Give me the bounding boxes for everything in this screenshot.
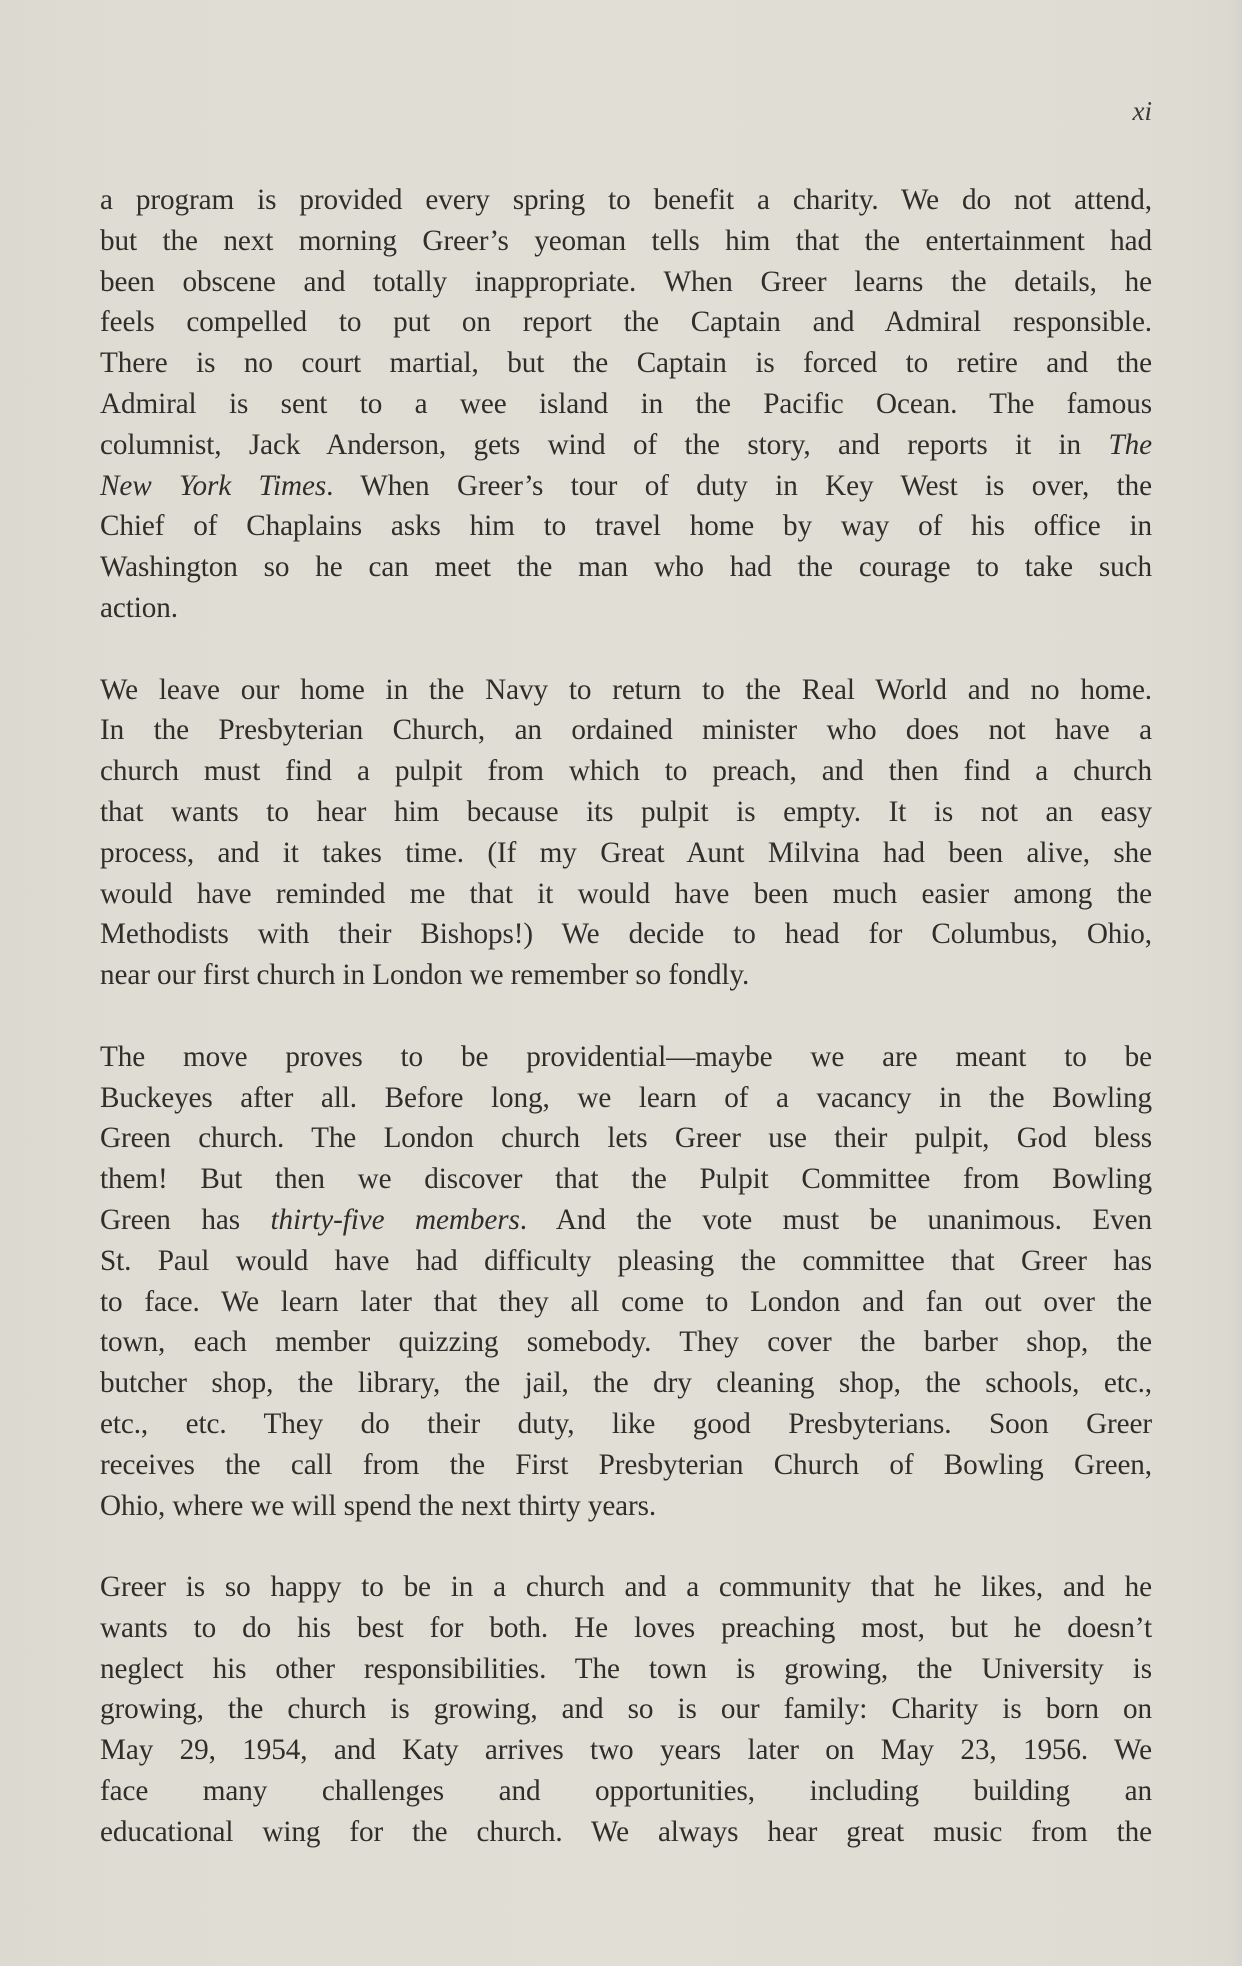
paragraph — [100, 1037, 1152, 1527]
text-run: columnist, Jack Anderson, gets wind of the story, and reports it in — [100, 428, 1109, 461]
text-line: Green church. The London church lets Greer use their pulpit, God bless — [100, 1122, 1152, 1155]
text-line — [100, 1200, 1152, 1241]
text-line: There is no court martial, but the Captain is forced to retire and the — [100, 347, 1152, 380]
text-line: that wants to hear him because its pulpit is empty. It is not an easy — [100, 795, 1152, 828]
text-line: Buckeyes after all. Before long, we learn of a vacancy in the Bowling — [100, 1081, 1152, 1114]
text-line: We leave our home in the Navy to return to the Real World and no home. — [100, 673, 1152, 706]
paragraph — [100, 670, 1152, 996]
text-line: receives the call from the First Presbyterian Church of Bowling Green, — [100, 1448, 1152, 1481]
italic-title: New York Times — [100, 469, 327, 502]
text-line — [100, 466, 1152, 507]
text-line: action. — [100, 591, 178, 624]
text-line: a program is provided every spring to benefit a charity. We do not attend, — [100, 184, 1152, 216]
italic-title: thirty-five members — [270, 1203, 520, 1236]
text-line: etc., etc. They do their duty, like good Presbyterians. Soon Greer — [100, 1407, 1152, 1440]
page-number: xi — [1132, 96, 1152, 126]
text-line: face many challenges and opportunities, including building an — [100, 1775, 1152, 1808]
text-line: St. Paul would have had difficulty pleasing the committee that Greer has — [100, 1244, 1152, 1277]
text-line: May 29, 1954, and Katy arrives two years later on May 23, 1956. We — [100, 1734, 1152, 1767]
text-line: them! But then we discover that the Pulpit Committee from Bowling — [100, 1163, 1152, 1196]
text-line: would have reminded me that it would have been much easier among the — [100, 877, 1152, 910]
text-line: growing, the church is growing, and so is our family: Charity is born on — [100, 1693, 1152, 1726]
text-line: Admiral is sent to a wee island in the Pacific Ocean. The famous — [100, 387, 1152, 420]
text-line: town, each member quizzing somebody. They cover the barber shop, the — [100, 1326, 1152, 1359]
text-line: Washington so he can meet the man who had the courage to take such — [100, 551, 1152, 584]
text-line: but the next morning Greer’s yeoman tells him that the entertainment had — [100, 224, 1152, 257]
text-line: In the Presbyterian Church, an ordained minister who does not have a — [100, 714, 1152, 747]
text-line: feels compelled to put on report the Captain and Admiral responsible. — [100, 306, 1152, 339]
text-line: wants to do his best for both. He loves preaching most, but he doesn’t — [100, 1611, 1152, 1644]
text-run: Green has — [100, 1203, 271, 1236]
text-line: church must find a pulpit from which to preach, and then find a church — [100, 755, 1152, 788]
text-line — [100, 425, 1152, 466]
text-run: . And the vote must be unanimous. Even — [519, 1203, 1152, 1236]
body-text — [100, 180, 1152, 1893]
paragraph — [100, 1567, 1152, 1853]
text-line: to face. We learn later that they all come to London and fan out over the — [100, 1285, 1152, 1318]
italic-title: The — [1108, 428, 1152, 461]
text-line: near our first church in London we remember so fondly. — [100, 959, 750, 992]
text-line: Greer is so happy to be in a church and a community that he likes, and he — [100, 1571, 1152, 1604]
text-line: Chief of Chaplains asks him to travel home by way of his office in — [100, 510, 1152, 543]
text-line: neglect his other responsibilities. The town is growing, the University is — [100, 1652, 1152, 1685]
paragraph — [100, 180, 1152, 629]
text-line: butcher shop, the library, the jail, the dry cleaning shop, the schools, etc., — [100, 1367, 1152, 1400]
text-line: Methodists with their Bishops!) We decide to head for Columbus, Ohio, — [100, 918, 1152, 951]
text-run: . When Greer’s tour of duty in Key West is over, the — [326, 469, 1152, 502]
text-line: Ohio, where we will spend the next thirty years. — [100, 1489, 657, 1522]
text-line: process, and it takes time. (If my Great Aunt Milvina had been alive, she — [100, 836, 1152, 869]
text-line: The move proves to be providential—maybe we are meant to be — [100, 1040, 1152, 1073]
text-line: been obscene and totally inappropriate. When Greer learns the details, he — [100, 265, 1152, 298]
text-line: educational wing for the church. We always hear great music from the — [100, 1815, 1152, 1848]
